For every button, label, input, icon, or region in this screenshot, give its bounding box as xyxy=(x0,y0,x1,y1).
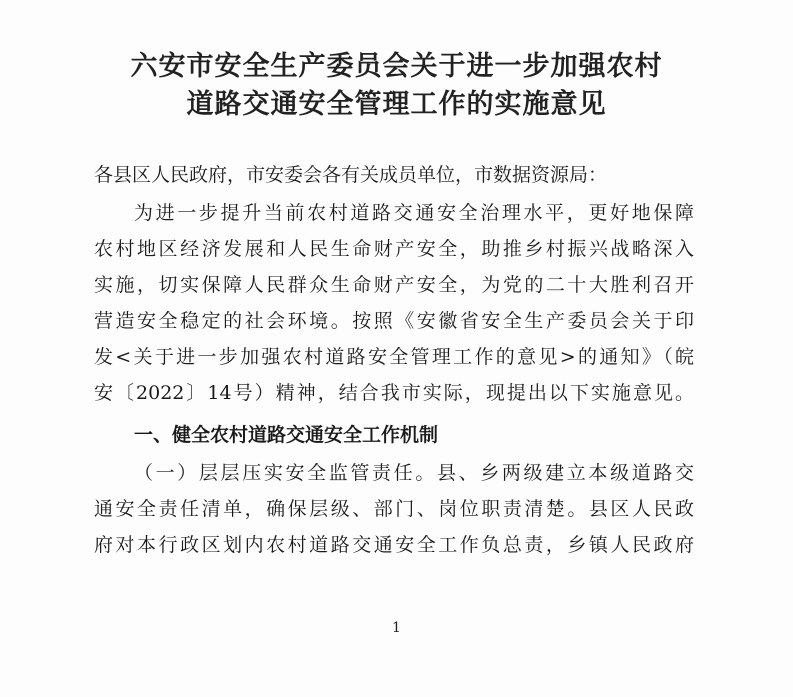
section-1-heading: 一、健全农村道路交通安全工作机制 xyxy=(134,424,439,446)
document-title-line-1: 六安市安全生产委员会关于进一步加强农村 xyxy=(130,51,663,82)
paragraph-1-line-3: 实施，切实保障人民群众生命财产安全，为党的二十大胜利召开 xyxy=(94,274,694,296)
salutation: 各县区人民政府，市安委会各有关成员单位，市数据资源局： xyxy=(94,164,608,186)
page-number: 1 xyxy=(392,620,401,636)
paragraph-2-line-3: 府对本行政区划内农村道路交通安全工作负总责，乡镇人民政府 xyxy=(94,534,694,556)
paragraph-1-line-6: 安〔2022〕14号）精神，结合我市实际，现提出以下实施意见。 xyxy=(94,382,694,404)
paragraph-1-line-5: 发<关于进一步加强农村道路安全管理工作的意见>的通知》（皖 xyxy=(94,346,694,368)
paragraph-2-line-1: （一）层层压实安全监管责任。县、乡两级建立本级道路交 xyxy=(134,462,694,484)
document-title-line-2: 道路交通安全管理工作的实施意见 xyxy=(186,89,607,120)
paragraph-2-line-2: 通安全责任清单，确保层级、部门、岗位职责清楚。县区人民政 xyxy=(94,498,694,520)
paragraph-1-line-2: 农村地区经济发展和人民生命财产安全，助推乡村振兴战略深入 xyxy=(94,238,694,260)
paragraph-1-line-4: 营造安全稳定的社会环境。按照《安徽省安全生产委员会关于印 xyxy=(94,310,694,332)
paragraph-1-line-1: 为进一步提升当前农村道路交通安全治理水平，更好地保障 xyxy=(134,202,694,224)
